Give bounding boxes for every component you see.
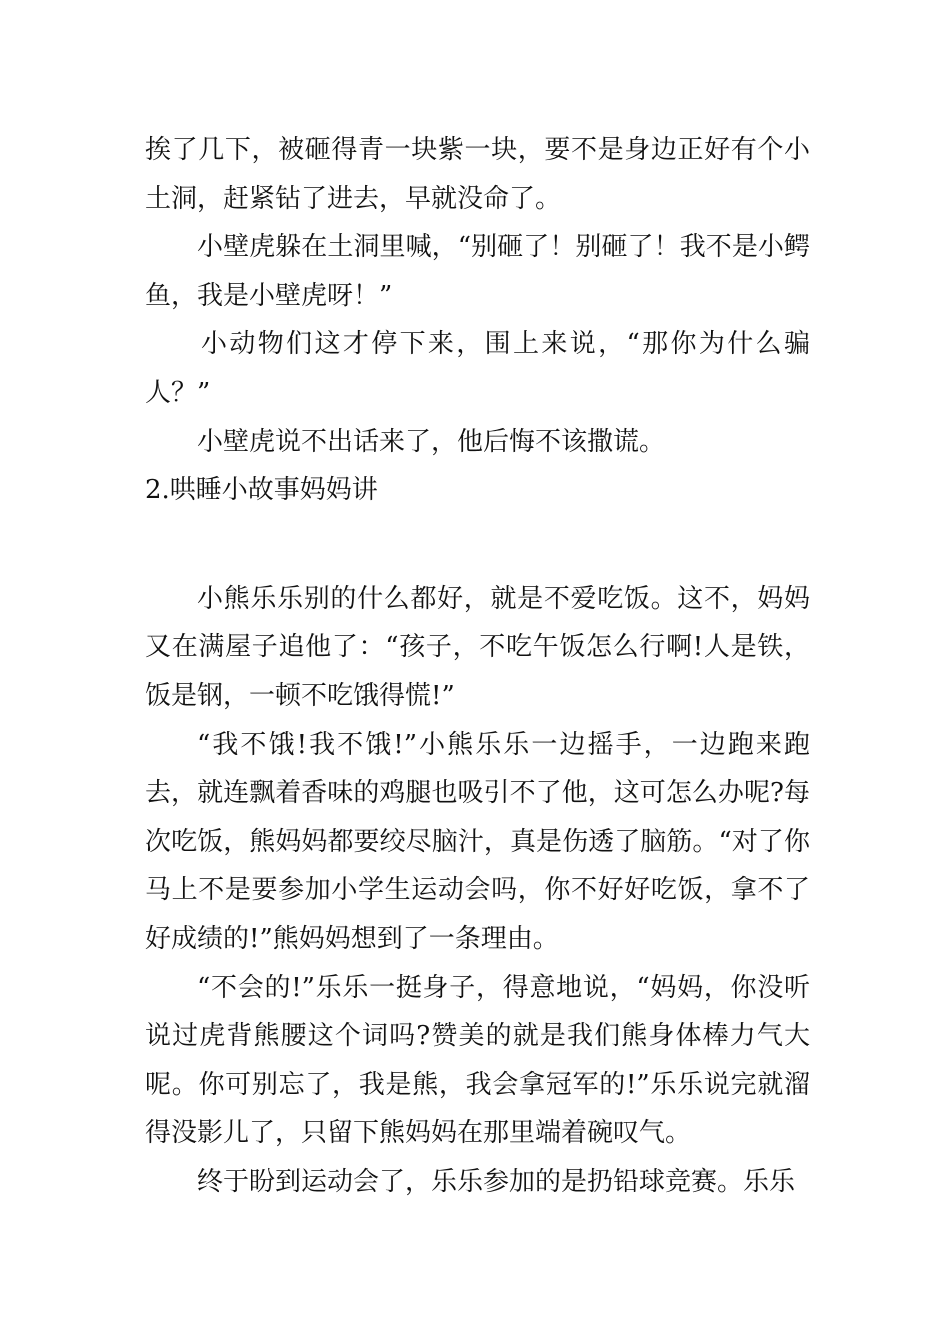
paragraph: “不会的!”乐乐一挺身子，得意地说，“妈妈，你没听说过虎背熊腰这个词吗?赞美的就是我们熊身体棒力气大呢。你可别忘了，我是熊，我会拿冠军的!”乐乐说完就溜得没影儿了，只留下熊妈妈在那里端着碗叹气。 xyxy=(145,972,810,1149)
paragraph: 小壁虎说不出话来了，他后悔不该撒谎。 xyxy=(197,426,666,457)
paragraph: 小壁虎躲在土洞里喊，“别砸了！别砸了！我不是小鳄鱼，我是小壁虎呀！” xyxy=(145,232,810,311)
paragraph-continuation: 挨了几下，被砸得青一块紫一块，要不是身边正好有个小土洞，赶紧钻了进去，早就没命了。 xyxy=(145,135,810,214)
document-body xyxy=(145,126,810,1206)
paragraph: 小熊乐乐别的什么都好，就是不爱吃饭。这不，妈妈又在满屋子追他了：“孩子，不吃午饭怎么行啊!人是铁，饭是钢，一顿不吃饿得慌!” xyxy=(145,583,810,711)
blank-space xyxy=(145,515,810,575)
paragraph: 小动物们这才停下来，围上来说，“那你为什么骗人？” xyxy=(145,329,810,408)
paragraph: “我不饿!我不饿!”小熊乐乐一边摇手，一边跑来跑去，就连飘着香味的鸡腿也吸引不了他，这可怎么办呢?每次吃饭，熊妈妈都要绞尽脑汁，真是伤透了脑筋。“对了你马上不是要参加小学生运动会吗，你不好好吃饭，拿不了好成绩的!”熊妈妈想到了一条理由。 xyxy=(145,729,810,954)
paragraph: 终于盼到运动会了，乐乐参加的是扔铅球竞赛。乐乐 xyxy=(197,1166,796,1197)
section-heading: 2.哄睡小故事妈妈讲 xyxy=(145,475,378,506)
